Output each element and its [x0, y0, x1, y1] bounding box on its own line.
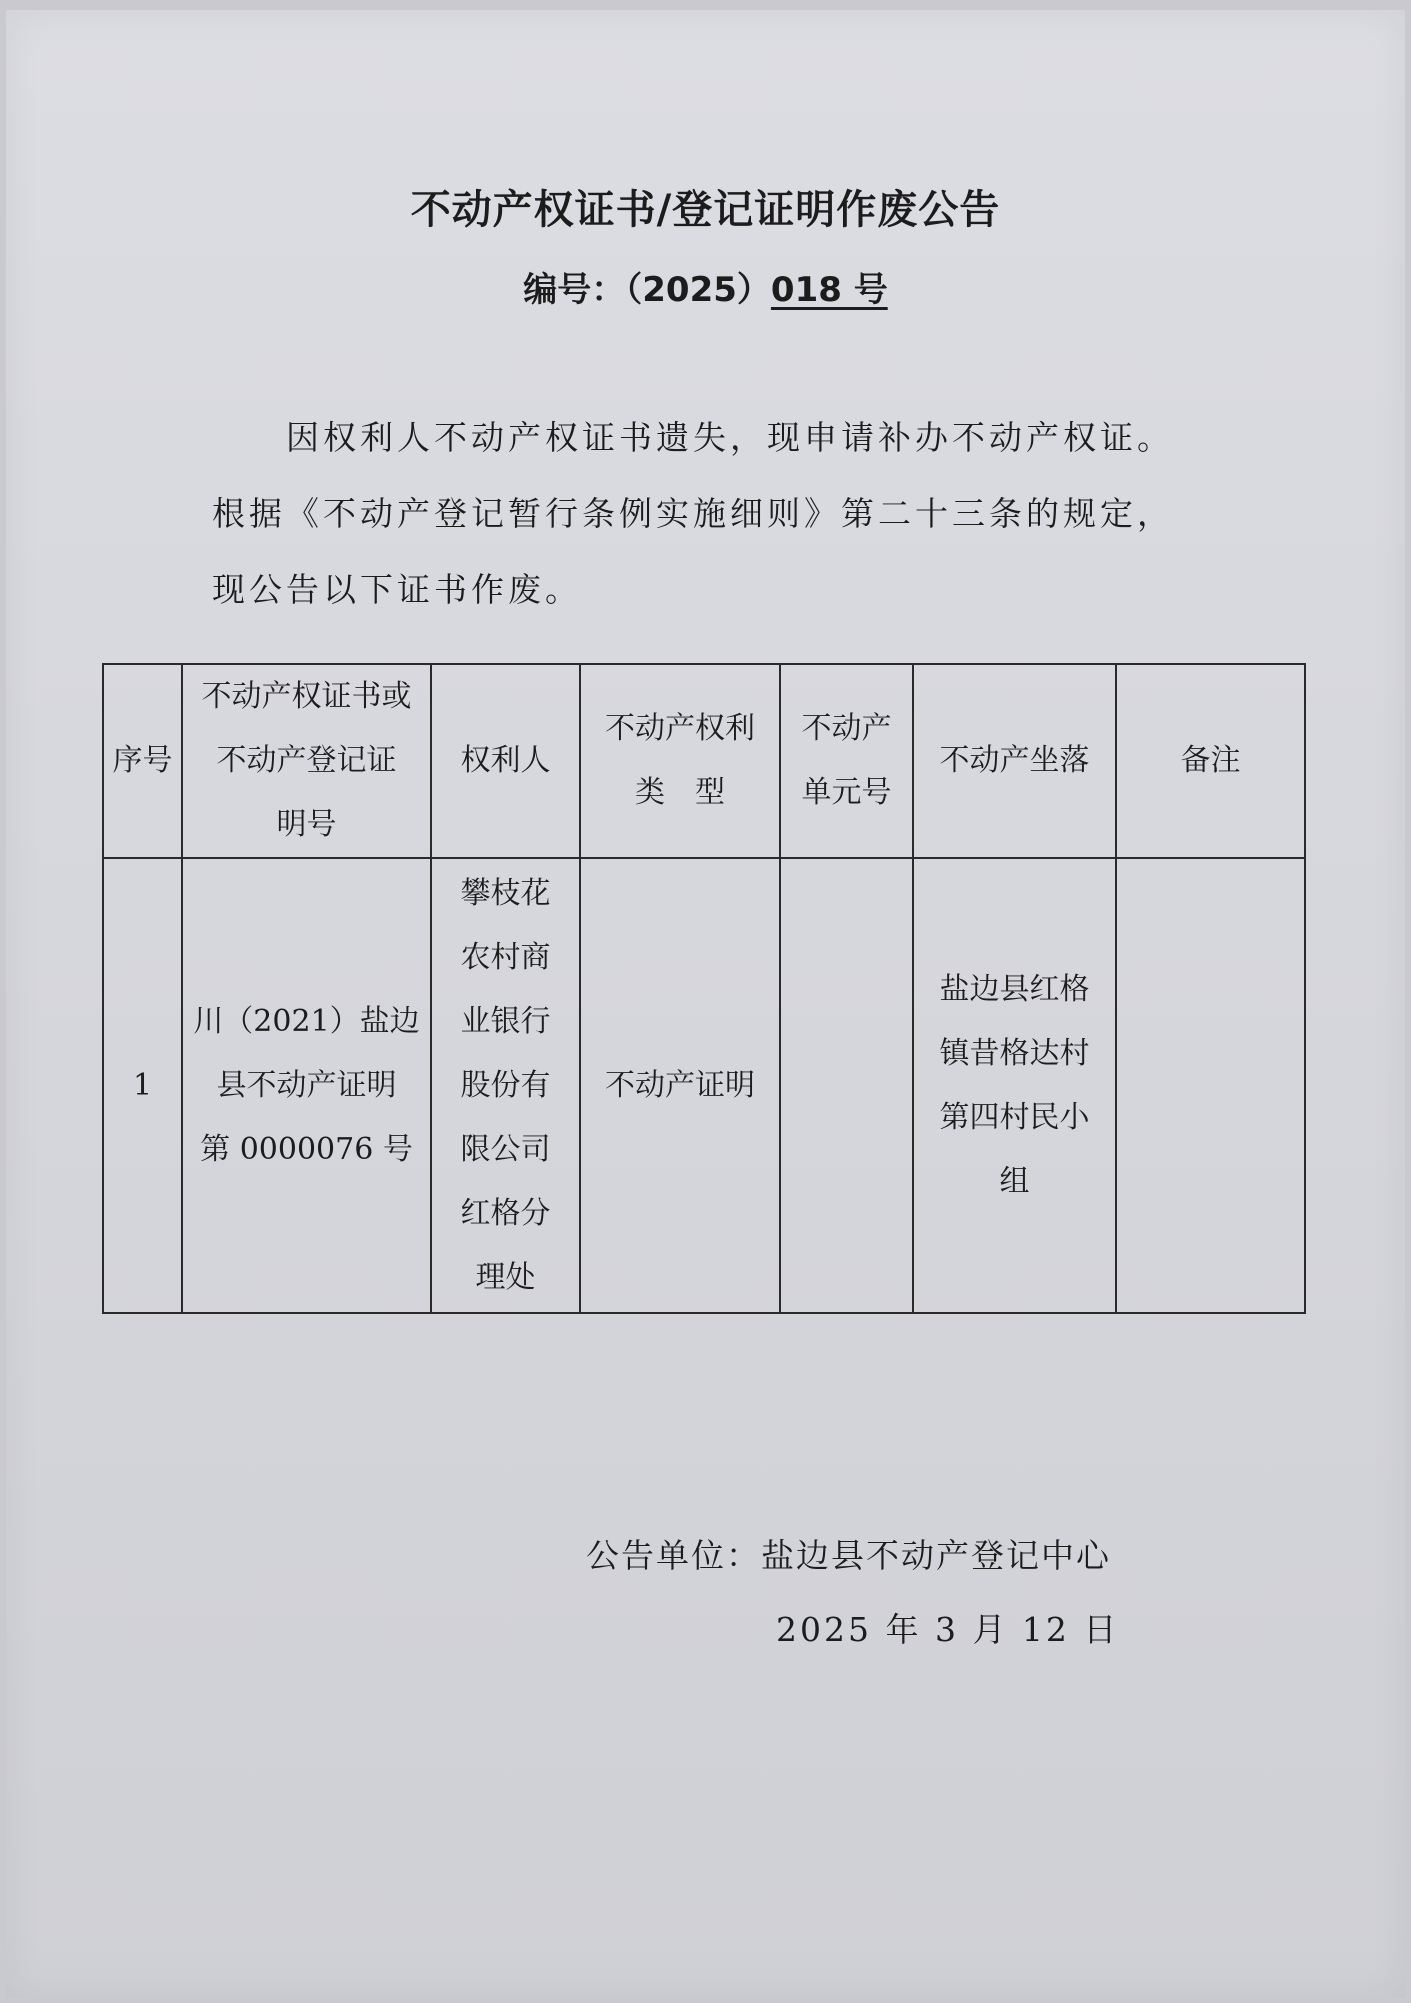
header-right-type: 不动产权利 类 型: [580, 664, 780, 858]
cell-cert-no: 川（2021）盐边 县不动产证明 第 0000076 号: [182, 858, 431, 1313]
header-holder: 权利人: [431, 664, 580, 858]
body-line-3: 现公告以下证书作废。: [212, 570, 582, 609]
issuer-line: 公告单位：盐边县不动产登记中心: [586, 1536, 1111, 1575]
header-unit-no: 不动产 单元号: [780, 664, 913, 858]
table-header-row: [103, 664, 1305, 858]
document-number: [0, 262, 1411, 311]
cell-right-type: 不动产证明: [580, 858, 780, 1313]
cell-unit-no: [780, 858, 913, 1313]
document-number-prefix: 编号：（2025）: [523, 270, 771, 310]
cell-location: 盐边县红格 镇昔格达村 第四村民小 组: [913, 858, 1116, 1313]
body-line-1: 因权利人不动产权证书遗失，现申请补办不动产权证。: [286, 418, 1174, 457]
header-seq: 序号: [103, 664, 182, 858]
table-row: [103, 858, 1305, 1313]
void-certificate-table: [102, 663, 1306, 1314]
document-number-value: 018 号: [770, 270, 888, 310]
header-location: 不动产坐落: [913, 664, 1116, 858]
header-remark: 备注: [1116, 664, 1305, 858]
header-cert-no: 不动产权证书或 不动产登记证 明号: [182, 664, 431, 858]
cell-holder: 攀枝花 农村商 业银行 股份有 限公司 红格分 理处: [431, 858, 580, 1313]
cell-remark: [1116, 858, 1305, 1313]
notice-title: 不动产权证书/登记证明作废公告: [410, 187, 1001, 233]
body-line-2: 根据《不动产登记暂行条例实施细则》第二十三条的规定，: [212, 494, 1174, 533]
cell-seq: 1: [103, 858, 182, 1313]
notice-date: 2025 年 3 月 12 日: [776, 1610, 1120, 1649]
